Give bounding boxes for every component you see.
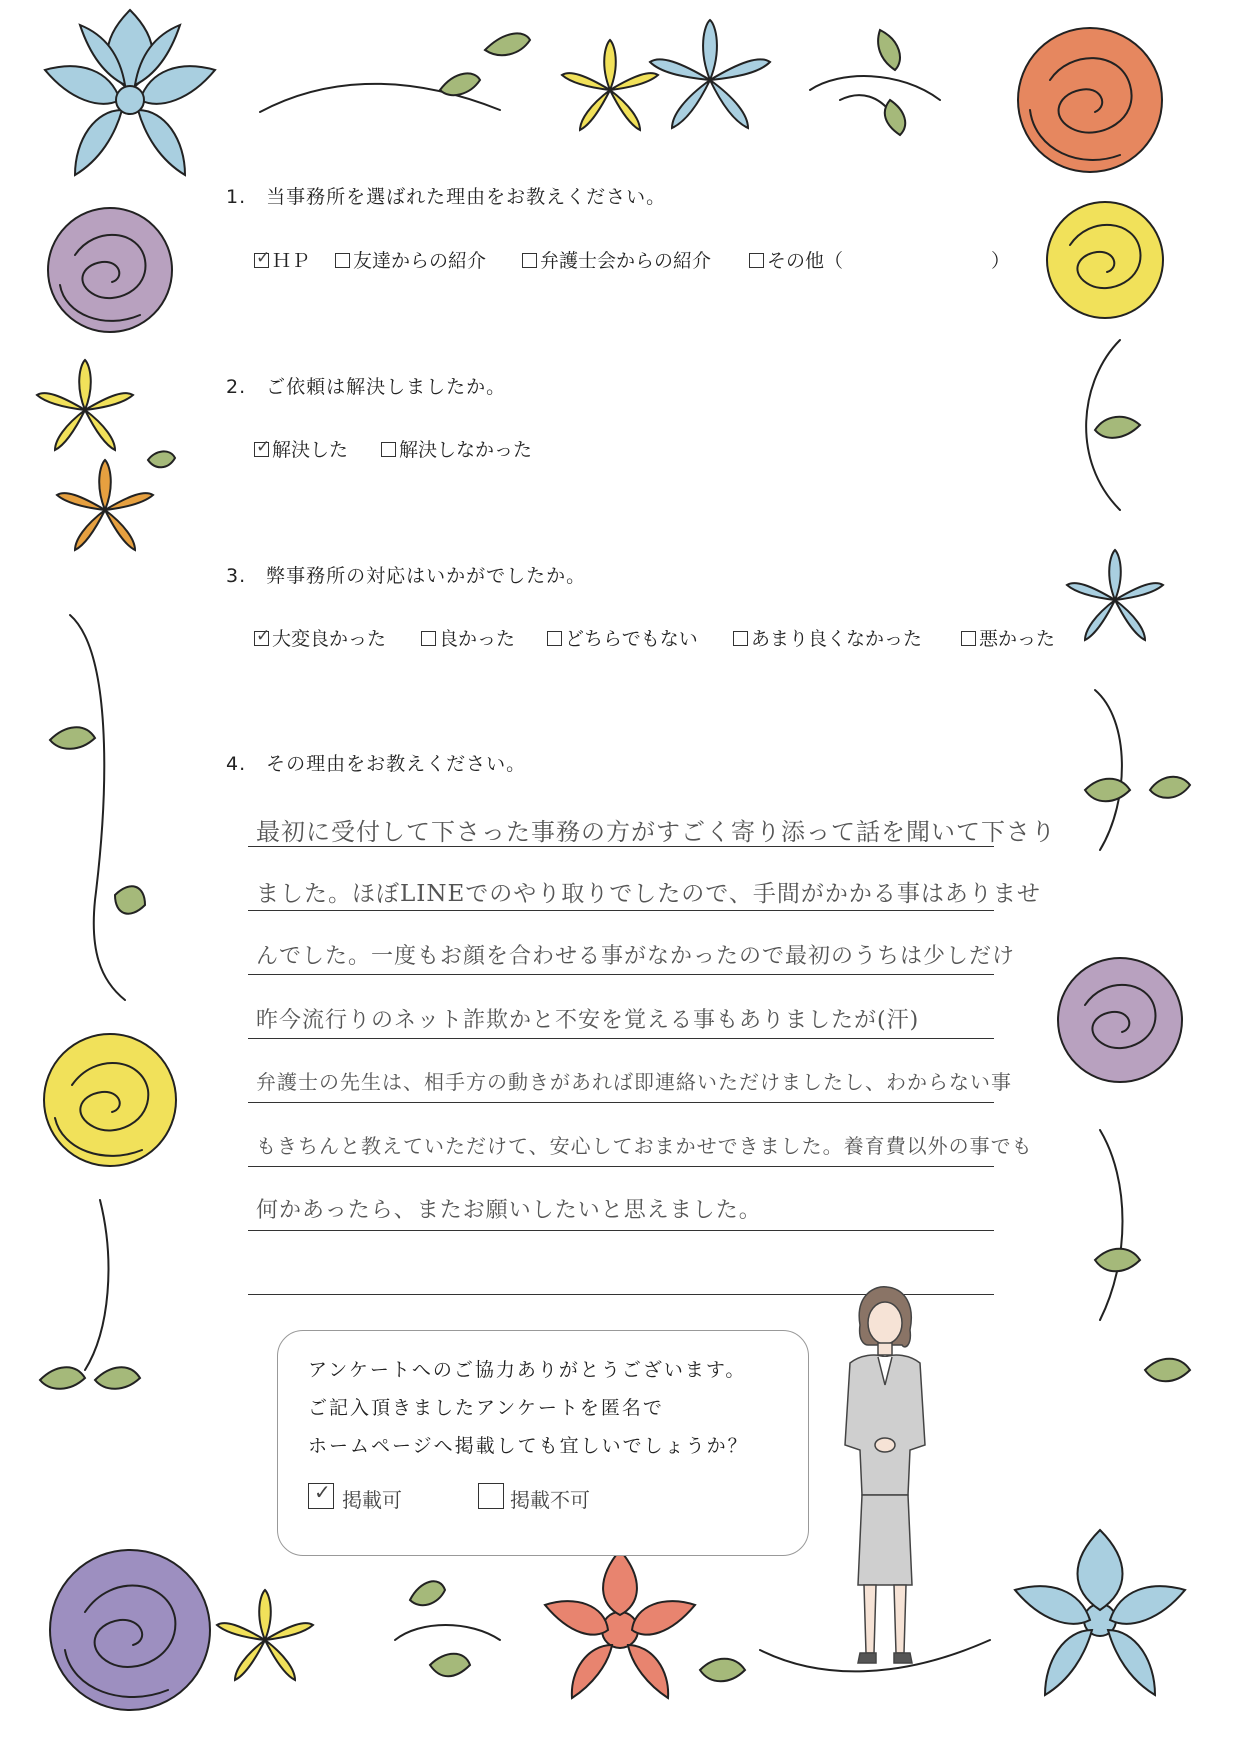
publication-consent-panel <box>277 1330 809 1556</box>
checkbox[interactable] <box>749 253 764 268</box>
question-3-title: 3. 弊事務所の対応はいかがでしたか。 <box>226 565 587 587</box>
q3-option-good[interactable]: 良かった <box>421 624 515 651</box>
q3-option-not-good[interactable]: あまり良くなかった <box>733 624 922 651</box>
answer-line: 最初に受付して下さった事務の方がすごく寄り添って話を聞いて下さり <box>256 818 1056 846</box>
panel-line: ご記入頂きましたアンケートを匿名で <box>308 1397 664 1419</box>
answer-line: 昨今流行りのネット詐欺かと不安を覚える事もありましたが(汗) <box>256 1008 920 1033</box>
q1-option-bar-association[interactable]: 弁護士会からの紹介 <box>522 246 711 273</box>
answer-line: ました。ほぼLINEでのやり取りでしたので、手間がかかる事はありませ <box>256 881 1041 907</box>
q2-option-resolved[interactable]: ✓ 解決した <box>256 437 349 461</box>
publish-ok-checkbox[interactable]: ✓ <box>308 1483 334 1509</box>
q1-other-close: ） <box>991 250 1011 272</box>
ruled-line <box>248 1166 994 1167</box>
answer-line: んでした。一度もお顔を合わせる事がなかったので最初のうちは少しだけ <box>256 944 1016 969</box>
answer-line: 弁護士の先生は、相手方の動きがあれば即連絡いただけましたし、わからない事 <box>256 1070 1012 1094</box>
checkbox[interactable] <box>381 442 396 457</box>
question-4-title: 4. その理由をお教えください。 <box>226 753 527 775</box>
checkbox[interactable] <box>335 253 350 268</box>
q1-option-other[interactable]: その他（ <box>749 246 843 273</box>
q3-option-bad[interactable]: 悪かった <box>961 624 1055 651</box>
checkbox[interactable] <box>522 253 537 268</box>
panel-line: ホームページへ掲載しても宜しいでしょうか？ <box>308 1435 749 1457</box>
q1-option-friend[interactable]: 友達からの紹介 <box>335 246 486 273</box>
question-2-title: 2. ご依頼は解決しましたか。 <box>226 376 507 398</box>
checkbox[interactable] <box>733 631 748 646</box>
publish-ng-checkbox[interactable] <box>478 1483 504 1509</box>
question-1-title: 1. 当事務所を選ばれた理由をお教えください。 <box>226 186 667 208</box>
checkbox[interactable]: ✓ <box>256 626 271 646</box>
staff-woman-illustration <box>830 1285 940 1670</box>
checkbox[interactable]: ✓ <box>256 248 271 268</box>
checkbox[interactable] <box>961 631 976 646</box>
ruled-line <box>248 1230 994 1231</box>
q3-option-neutral[interactable]: どちらでもない <box>547 624 698 651</box>
panel-line: アンケートへのご協力ありがとうございます。 <box>308 1359 747 1381</box>
blue-flower-icon <box>45 10 215 175</box>
q1-option-hp[interactable]: ✓ ＨＰ <box>256 248 311 272</box>
q2-option-not-resolved[interactable]: 解決しなかった <box>381 435 532 462</box>
ruled-line <box>248 1038 994 1039</box>
publish-ng-label: 掲載不可 <box>510 1488 590 1512</box>
ruled-line <box>248 974 994 975</box>
checkbox[interactable] <box>547 631 562 646</box>
publish-ok-label: 掲載可 <box>342 1488 402 1512</box>
ruled-line <box>248 1102 994 1103</box>
ruled-line <box>248 846 994 847</box>
answer-line: 何かあったら、またお願いしたいと思えました。 <box>256 1198 762 1223</box>
checkbox[interactable]: ✓ <box>256 437 271 457</box>
ruled-line <box>248 910 994 911</box>
q3-option-very-good[interactable]: ✓ 大変良かった <box>256 626 387 650</box>
answer-line: もきちんと教えていただけて、安心しておまかせできました。養育費以外の事でも <box>256 1134 1033 1158</box>
checkbox[interactable] <box>421 631 436 646</box>
